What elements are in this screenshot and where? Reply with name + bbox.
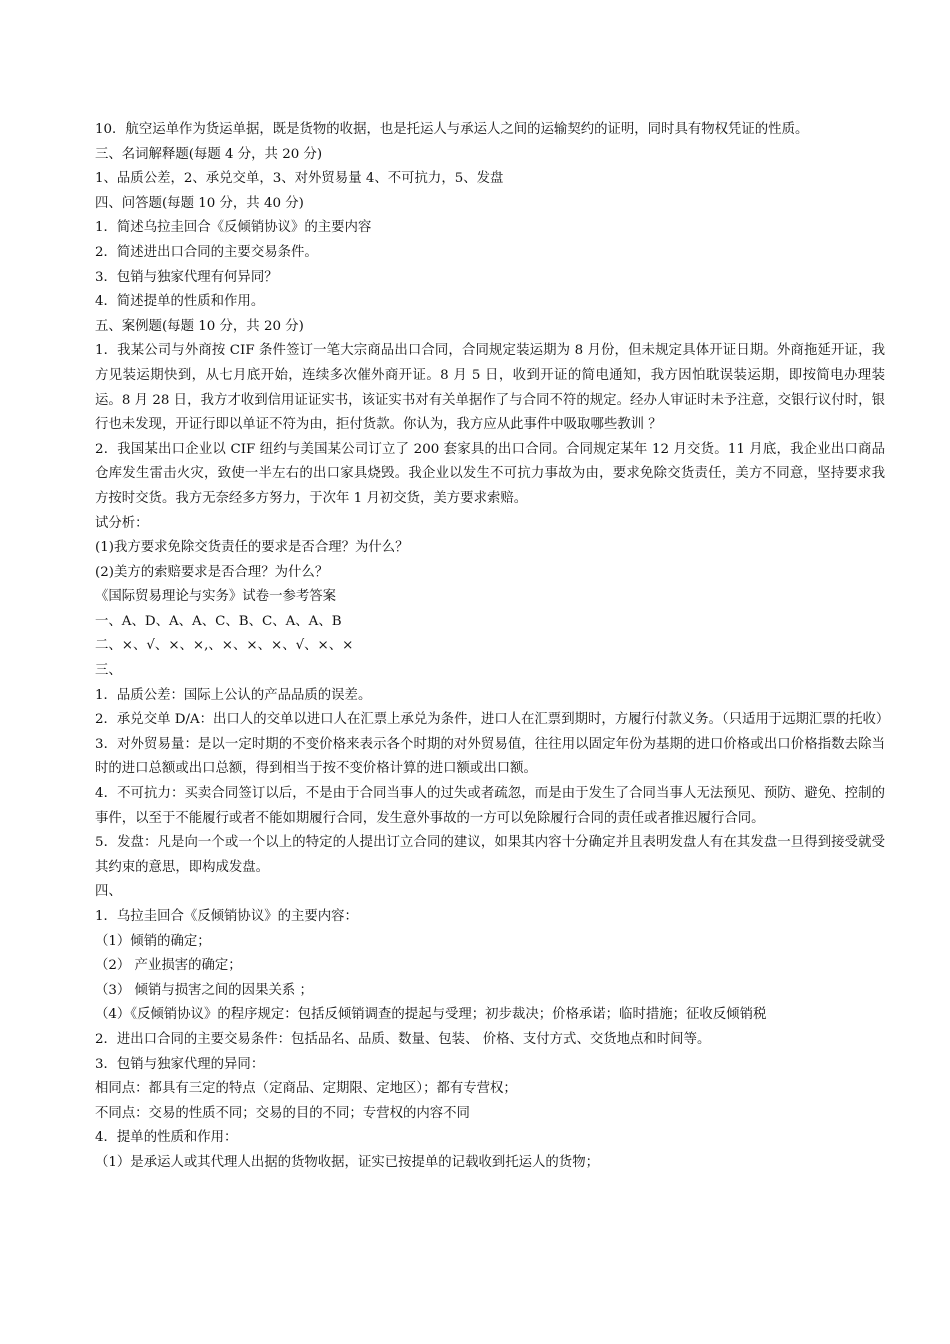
section-3-heading: 三、名词解释题(每题 4 分，共 20 分) <box>95 146 323 162</box>
section-4-heading: 四、问答题(每题 10 分，共 40 分) <box>95 195 304 211</box>
answer-term-2: 2．承兑交单 D/A：出口人的交单以进口人在汇票上承兑为条件，进口人在汇票到期时，方履行付款义务。（只适用于远期汇票的托收） <box>95 712 890 728</box>
case-analysis-q1: (1)我方要求免除交货责任的要求是否合理？为什么？ <box>95 540 409 556</box>
answer-qa-1-item-4: （4）《反倾销协议》的程序规定：包括反倾销调查的提起与受理；初步裁决；价格承诺；临时措施；征收反倾销税 <box>95 1007 767 1023</box>
answer-qa-4-title: 4．提单的性质和作用： <box>95 1130 238 1146</box>
question-10-text: 10．航空运单作为货运单据，既是货物的收据，也是托运人与承运人之间的运输契约的证明，同时具有物权凭证的性质。 <box>95 122 809 137</box>
answer-key-title: 《国际贸易理论与实务》试卷一参考答案 <box>95 589 337 605</box>
answer-section-2: 二、×、√、×、×,、×、×、×、√、×、× <box>95 638 354 654</box>
qa-question-1: 1．简述乌拉圭回合《反倾销协议》的主要内容 <box>95 220 372 236</box>
answer-section-4-heading: 四、 <box>95 884 122 900</box>
case-analysis-label: 试分析： <box>95 515 149 531</box>
case-1-text: 1．我某公司与外商按 CIF 条件签订一笔大宗商品出口合同，合同规定装运期为 8 月份，但未规定具体开证日期。外商拖延开证，我方见装运期快到，从七月底开始，连续多次催外商开证。8 月 5 日，收到开证的简电通知，我方因怕耽误装运期，即按简电办理装运。8 月 28 日，我方才收到信用证证实书，该证实书对有关单据作了与合同不符的规定。经办人审证时未予注意，交银行议付时，银行也未发现，开证行即以单证不符为由，拒付货款。你认为，我方应从此事件中吸取哪些教训 ？ <box>95 343 885 433</box>
section-5-heading: 五、案例题(每题 10 分，共 20 分) <box>95 318 304 334</box>
document-body <box>95 118 890 1176</box>
answer-term-5: 5．发盘：凡是向一个或一个以上的特定的人提出订立合同的建议，如果其内容十分确定并且表明发盘人有在其发盘一旦得到接受就受其约束的意思，即构成发盘。 <box>95 835 885 875</box>
answer-qa-1-item-1: （1）倾销的确定； <box>95 933 211 949</box>
case-analysis-q2: (2)美方的索赔要求是否合理？为什么？ <box>95 564 329 580</box>
qa-question-3: 3．包销与独家代理有何异同？ <box>95 269 278 285</box>
qa-question-2: 2．简述进出口合同的主要交易条件。 <box>95 244 318 260</box>
answer-qa-4-item-1: （1）是承运人或其代理人出据的货物收据，证实已按提单的记载收到托运人的货物； <box>95 1154 599 1170</box>
qa-question-4: 4．简述提单的性质和作用。 <box>95 294 265 310</box>
answer-qa-1-item-2: （2） 产业损害的确定； <box>95 958 242 974</box>
answer-term-1: 1．品质公差：国际上公认的产品品质的误差。 <box>95 687 372 703</box>
answer-qa-3-title: 3．包销与独家代理的异同： <box>95 1056 265 1072</box>
section-3-terms: 1、品质公差，2、承兑交单，3、对外贸易量 4、不可抗力，5、发盘 <box>95 171 504 187</box>
answer-section-3-heading: 三、 <box>95 663 122 679</box>
answer-qa-3-same: 相同点：都具有三定的特点（定商品、定期限、定地区）；都有专营权； <box>95 1081 517 1097</box>
answer-qa-3-diff: 不同点：交易的性质不同；交易的目的不同；专营权的内容不同 <box>95 1105 470 1121</box>
answer-qa-2: 2．进出口合同的主要交易条件：包括品名、品质、数量、包装、 价格、支付方式、交货地点和时间等。 <box>95 1031 711 1047</box>
answer-term-3: 3．对外贸易量：是以一定时期的不变价格来表示各个时期的对外贸易值，往往用以固定年份为基期的进口价格或出口价格指数去除当时的进口总额或出口总额，得到相当于按不变价格计算的进口额或出口额。 <box>95 736 885 777</box>
answer-section-1: 一、A、D、A、A、C、B、C、A、A、B <box>95 613 342 629</box>
answer-qa-1-item-3: （3） 倾销与损害之间的因果关系 ； <box>95 982 313 998</box>
case-2-text: 2．我国某出口企业以 CIF 纽约与美国某公司订立了 200 套家具的出口合同。合同规定某年 12 月交货。11 月底，我企业出口商品仓库发生雷击火灾，致使一半左右的出口家具烧毁。我企业以发生不可抗力事故为由，要求免除交货责任，美方不同意，坚持要求我方按时交货。我方无奈经多方努力，于次年 1 月初交货，美方要求索赔。 <box>95 441 885 506</box>
answer-qa-1-title: 1．乌拉圭回合《反倾销协议》的主要内容： <box>95 909 358 924</box>
answer-term-4: 4．不可抗力：买卖合同签订以后，不是由于合同当事人的过失或者疏忽，而是由于发生了合同当事人无法预见、预防、避免、控制的事件，以至于不能履行或者不能如期履行合同，发生意外事故的一方可以免除履行合同的责任或者推迟履行合同。 <box>95 786 885 826</box>
